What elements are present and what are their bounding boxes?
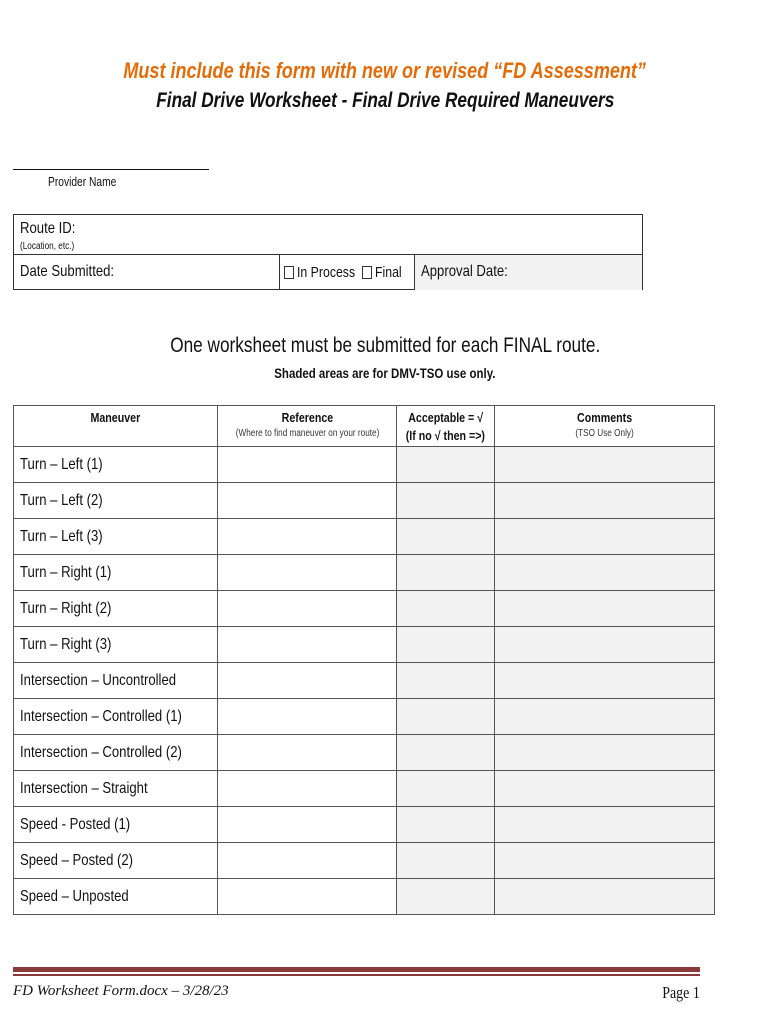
- comments-cell[interactable]: [495, 627, 715, 663]
- form-title: Final Drive Worksheet - Final Drive Required Maneuvers: [155, 89, 615, 112]
- comments-cell[interactable]: [495, 843, 715, 879]
- maneuver-cell: Turn – Right (1): [14, 555, 218, 591]
- comments-cell[interactable]: [495, 447, 715, 483]
- route-info-box: [13, 214, 643, 290]
- comments-cell[interactable]: [495, 555, 715, 591]
- table-row: [14, 771, 715, 807]
- maneuver-cell: Turn – Left (3): [14, 519, 218, 555]
- approval-date-cell[interactable]: [414, 255, 642, 290]
- reference-cell[interactable]: [218, 879, 397, 915]
- maneuver-cell: Turn – Left (1): [14, 447, 218, 483]
- acceptable-cell[interactable]: [397, 447, 495, 483]
- reference-cell[interactable]: [218, 555, 397, 591]
- acceptable-cell[interactable]: [397, 699, 495, 735]
- acceptable-cell[interactable]: [397, 627, 495, 663]
- in-process-label: In Process: [297, 264, 356, 281]
- route-id-sublabel: (Location, etc.): [20, 241, 75, 252]
- footer-rule-thin: [13, 974, 700, 976]
- maneuver-cell: Speed – Posted (2): [14, 843, 218, 879]
- comments-cell[interactable]: [495, 879, 715, 915]
- table-row: [14, 699, 715, 735]
- table-row: [14, 843, 715, 879]
- comments-cell[interactable]: [495, 591, 715, 627]
- table-row: [14, 663, 715, 699]
- comments-cell[interactable]: [495, 771, 715, 807]
- reference-cell[interactable]: [218, 591, 397, 627]
- comments-cell[interactable]: [495, 483, 715, 519]
- table-row: [14, 591, 715, 627]
- maneuver-cell: Speed – Unposted: [14, 879, 218, 915]
- acceptable-cell[interactable]: [397, 771, 495, 807]
- acceptable-cell[interactable]: [397, 555, 495, 591]
- table-row: [14, 447, 715, 483]
- table-row: [14, 627, 715, 663]
- date-submitted-label[interactable]: Date Submitted:: [20, 263, 115, 280]
- final-checkbox[interactable]: [362, 266, 372, 279]
- maneuver-cell: Intersection – Uncontrolled: [14, 663, 218, 699]
- footer-filename: FD Worksheet Form.docx – 3/28/23: [13, 983, 229, 999]
- maneuver-cell: Intersection – Controlled (2): [14, 735, 218, 771]
- acceptable-cell[interactable]: [397, 735, 495, 771]
- provider-name-label: Provider Name: [48, 175, 117, 189]
- maneuver-cell: Turn – Right (3): [14, 627, 218, 663]
- reference-cell[interactable]: [218, 627, 397, 663]
- reference-cell[interactable]: [218, 807, 397, 843]
- instruction-text: One worksheet must be submitted for each FINAL route.: [169, 334, 601, 357]
- maneuver-cell: Turn – Left (2): [14, 483, 218, 519]
- reference-cell[interactable]: [218, 663, 397, 699]
- acceptable-cell[interactable]: [397, 591, 495, 627]
- table-row: [14, 555, 715, 591]
- maneuver-cell: Turn – Right (2): [14, 591, 218, 627]
- approval-date-label: Approval Date:: [421, 263, 508, 280]
- acceptable-cell[interactable]: [397, 483, 495, 519]
- maneuver-cell: Intersection – Controlled (1): [14, 699, 218, 735]
- reference-cell[interactable]: [218, 483, 397, 519]
- header-reference: Reference (Where to find maneuver on your route): [218, 406, 397, 447]
- header-maneuver: Maneuver: [14, 406, 218, 447]
- comments-cell[interactable]: [495, 663, 715, 699]
- table-row: [14, 807, 715, 843]
- table-row: [14, 735, 715, 771]
- reference-cell[interactable]: [218, 735, 397, 771]
- header-comments: Comments (TSO Use Only): [495, 406, 715, 447]
- page-number: Page 1: [662, 983, 700, 1002]
- table-row: [14, 483, 715, 519]
- maneuvers-table: [13, 405, 715, 915]
- status-cell: [279, 255, 414, 290]
- route-id-field[interactable]: [14, 215, 642, 255]
- reference-cell[interactable]: [218, 519, 397, 555]
- acceptable-cell[interactable]: [397, 519, 495, 555]
- comments-cell[interactable]: [495, 735, 715, 771]
- header-acceptable: Acceptable = √ (If no √ then =>): [397, 406, 495, 447]
- shaded-note: Shaded areas are for DMV-TSO use only.: [274, 365, 496, 381]
- table-row: [14, 879, 715, 915]
- comments-cell[interactable]: [495, 519, 715, 555]
- comments-cell[interactable]: [495, 807, 715, 843]
- acceptable-cell[interactable]: [397, 663, 495, 699]
- maneuver-cell: Intersection – Straight: [14, 771, 218, 807]
- reference-cell[interactable]: [218, 447, 397, 483]
- form-notice: Must include this form with new or revised “FD Assessment”: [123, 58, 647, 83]
- reference-cell[interactable]: [218, 843, 397, 879]
- date-submitted-row: [14, 255, 642, 290]
- final-label: Final: [375, 264, 402, 281]
- final-option[interactable]: [362, 264, 408, 281]
- acceptable-cell[interactable]: [397, 879, 495, 915]
- footer-rule: [13, 967, 700, 972]
- in-process-option[interactable]: [284, 264, 368, 281]
- in-process-checkbox[interactable]: [284, 266, 294, 279]
- reference-cell[interactable]: [218, 699, 397, 735]
- acceptable-cell[interactable]: [397, 843, 495, 879]
- reference-cell[interactable]: [218, 771, 397, 807]
- table-header-row: [14, 406, 715, 447]
- table-row: [14, 519, 715, 555]
- maneuver-cell: Speed - Posted (1): [14, 807, 218, 843]
- route-id-label: Route ID:: [20, 220, 76, 237]
- comments-cell[interactable]: [495, 699, 715, 735]
- acceptable-cell[interactable]: [397, 807, 495, 843]
- provider-name-line[interactable]: [13, 169, 209, 170]
